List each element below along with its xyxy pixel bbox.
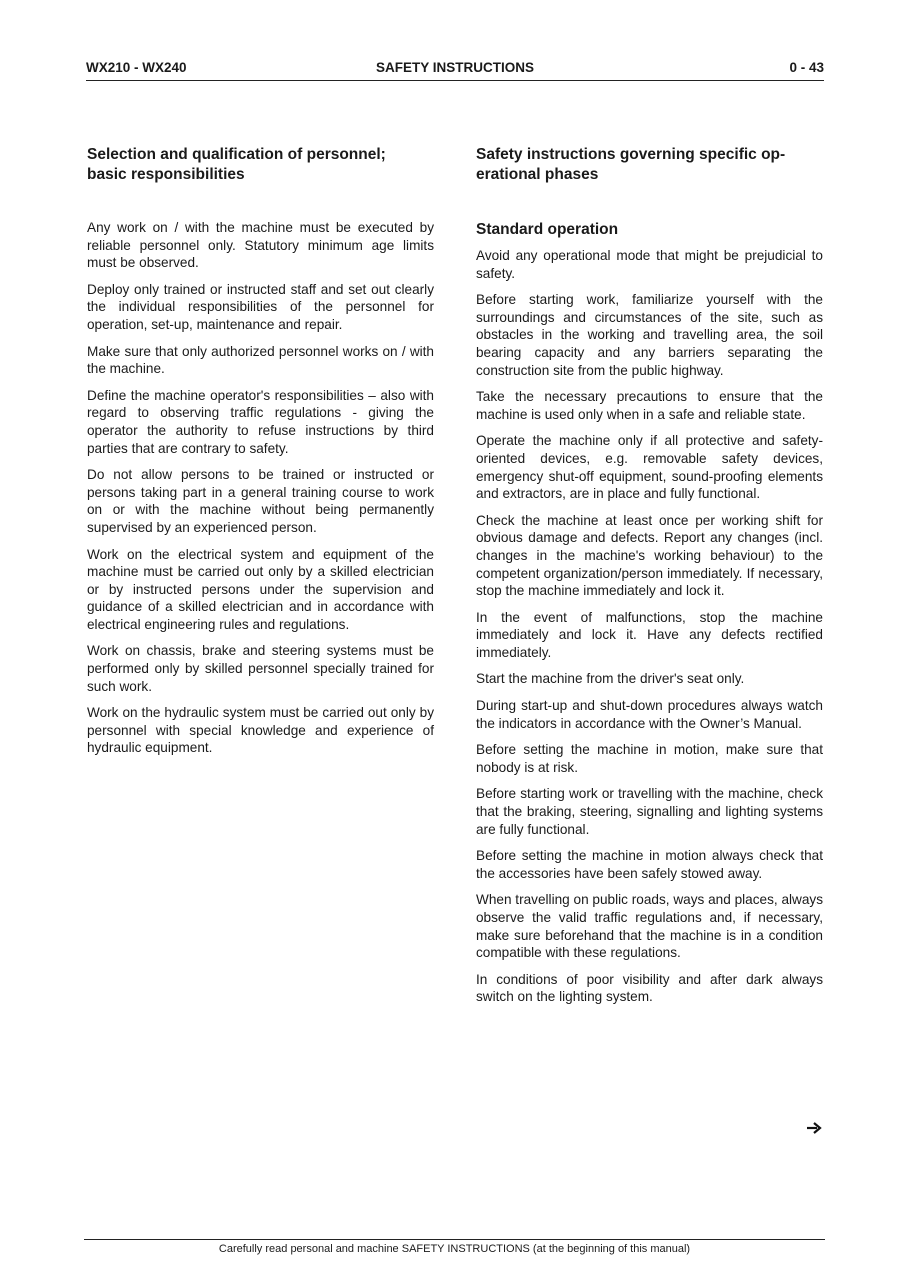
header-model: WX210 - WX240 xyxy=(86,60,187,75)
right-section-title xyxy=(476,145,785,184)
right-title-line1: Safety instructions governing specific op- xyxy=(476,146,786,163)
paragraph: Before starting work, familiarize yourself with the surroundings and circumstances of the site, such as obstacles in the working and travelling area, the soil bearing capacity and any barriers separating the construction site from the public highway. xyxy=(476,292,823,378)
paragraph: Make sure that only authorized personnel works on / with the machine. xyxy=(87,343,434,377)
left-title-line1: Selection and qualification of personnel; xyxy=(87,146,386,163)
left-title-line2: basic responsibilities xyxy=(87,165,245,183)
paragraph: Any work on / with the machine must be executed by reliable personnel only. Statutory minimum age limits must be observed. xyxy=(87,220,434,271)
paragraph: Check the machine at least once per working shift for obvious damage and defects. Report any changes (incl. changes in the machine's working behaviour) to the competent organization/person immediately. If necessary, stop the machine immediately and lock it. xyxy=(476,512,823,599)
paragraph: Before setting the machine in motion, make sure that nobody is at risk. xyxy=(476,742,823,775)
right-title-line2: erational phases xyxy=(476,165,599,183)
right-paragraphs xyxy=(476,247,823,1015)
paragraph: Start the machine from the driver's seat only. xyxy=(476,671,745,687)
paragraph: Before setting the machine in motion always check that the accessories have been safely stowed away. xyxy=(476,848,823,881)
header-page-number: 0 - 43 xyxy=(789,60,824,75)
footer-divider xyxy=(84,1239,825,1240)
paragraph: Deploy only trained or instructed staff and set out clearly the individual responsibilities of the personnel for operation, set-up, maintenance and repair. xyxy=(87,281,434,332)
paragraph: In the event of malfunctions, stop the machine immediately and lock it. Have any defects rectified immediately. xyxy=(476,609,823,660)
page-header xyxy=(86,60,824,81)
paragraph: During start-up and shut-down procedures always watch the indicators in accordance with the Owner’s Manual. xyxy=(476,698,823,731)
paragraph: Take the necessary precautions to ensure that the machine is used only when in a safe and reliable state. xyxy=(476,389,823,422)
paragraph: Define the machine operator's responsibilities – also with regard to observing traffic regulations - giving the operator the authority to refuse instructions by third parties that are contrary to safety. xyxy=(87,387,434,456)
paragraph: When travelling on public roads, ways and places, always observe the valid traffic regulations and, if necessary, make sure beforehand that the machine is in a condition compatible with these regulations. xyxy=(476,892,823,961)
paragraph: Before starting work or travelling with the machine, check that the braking, steering, signalling and lighting systems are fully functional. xyxy=(476,786,823,837)
paragraph: In conditions of poor visibility and after dark always switch on the lighting system. xyxy=(476,971,823,1005)
paragraph: Operate the machine only if all protective and safety-oriented devices, e.g. removable safety devices, emergency shut-off equipment, sound-proofing elements and extractors, are in place and fully functional. xyxy=(476,433,823,502)
paragraph: Work on the electrical system and equipment of the machine must be carried out only by a skilled electrician or by instructed persons under the supervision and guidance of a skilled electrician and in accordance with electrical engineering rules and regulations. xyxy=(87,546,434,632)
paragraph: Work on chassis, brake and steering systems must be performed only by skilled personnel specially trained for such work. xyxy=(87,643,434,694)
paragraph: Work on the hydraulic system must be carried out only by personnel with special knowledge and experience of hydraulic equipment. xyxy=(87,705,434,756)
left-paragraphs xyxy=(87,219,434,766)
subsection-title: Standard operation xyxy=(476,221,619,238)
header-section-title: SAFETY INSTRUCTIONS xyxy=(375,60,534,75)
right-arrow-icon xyxy=(806,1121,822,1135)
page-footer: Carefully read personal and machine SAFETY INSTRUCTIONS (at the beginning of this manual) xyxy=(218,1243,691,1255)
paragraph: Avoid any operational mode that might be prejudicial to safety. xyxy=(476,248,823,281)
paragraph: Do not allow persons to be trained or instructed or persons taking part in a general training course to work on or with the machine without being permanently supervised by an experienced person. xyxy=(87,467,434,535)
left-section-title xyxy=(87,145,386,184)
